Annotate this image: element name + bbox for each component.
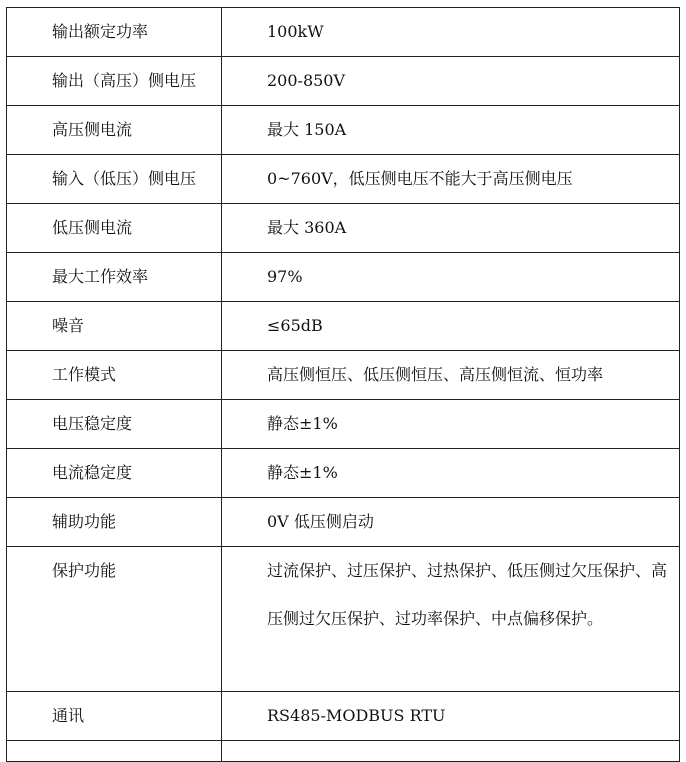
spec-value: 0~760V，低压侧电压不能大于高压侧电压 — [222, 155, 680, 204]
spec-value: 过流保护、过压保护、过热保护、低压侧过欠压保护、高压侧过欠压保护、过功率保护、中点偏移保护。 — [222, 547, 680, 692]
spec-value: 静态±1% — [222, 400, 680, 449]
spec-value: 静态±1% — [222, 449, 680, 498]
spec-label: 电压稳定度 — [7, 400, 222, 449]
spec-label: 辅助功能 — [7, 498, 222, 547]
spec-value: RS485-MODBUS RTU — [222, 692, 680, 741]
spec-table — [6, 7, 680, 762]
table-row — [7, 302, 680, 351]
spec-label: 保护功能 — [7, 547, 222, 692]
table-row — [7, 449, 680, 498]
table-row — [7, 8, 680, 57]
spec-label: 通讯 — [7, 692, 222, 741]
spec-value: 最大 150A — [222, 106, 680, 155]
spec-label: 输入（低压）侧电压 — [7, 155, 222, 204]
table-row — [7, 692, 680, 741]
table-row — [7, 400, 680, 449]
spec-value: 最大 360A — [222, 204, 680, 253]
spec-label: 噪音 — [7, 302, 222, 351]
spec-label: 最大工作效率 — [7, 253, 222, 302]
table-row — [7, 204, 680, 253]
table-row — [7, 106, 680, 155]
spec-value: 200-850V — [222, 57, 680, 106]
table-row — [7, 547, 680, 692]
spec-value: 100kW — [222, 8, 680, 57]
table-row — [7, 57, 680, 106]
spec-value: ≤65dB — [222, 302, 680, 351]
spec-value: 97% — [222, 253, 680, 302]
spec-label: 高压侧电流 — [7, 106, 222, 155]
table-row — [7, 498, 680, 547]
table-row-partial — [7, 741, 680, 762]
spec-label: 输出额定功率 — [7, 8, 222, 57]
spec-label: 低压侧电流 — [7, 204, 222, 253]
table-row — [7, 253, 680, 302]
empty-cell — [222, 741, 680, 762]
table-row — [7, 351, 680, 400]
spec-value: 高压侧恒压、低压侧恒压、高压侧恒流、恒功率 — [222, 351, 680, 400]
table-row — [7, 155, 680, 204]
empty-cell — [7, 741, 222, 762]
spec-value: 0V 低压侧启动 — [222, 498, 680, 547]
spec-label: 电流稳定度 — [7, 449, 222, 498]
spec-label: 工作模式 — [7, 351, 222, 400]
spec-label: 输出（高压）侧电压 — [7, 57, 222, 106]
